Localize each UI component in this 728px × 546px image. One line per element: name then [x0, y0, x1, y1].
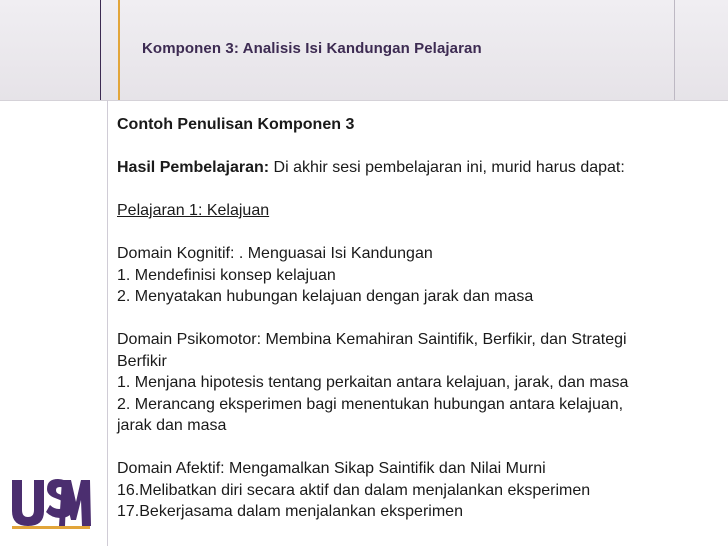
lesson-title: Pelajaran 1: Kelajuan	[117, 202, 270, 219]
psychomotor-domain-title: Domain Psikomotor: Membina Kemahiran Saintifik, Berfikir, dan Strategi	[117, 331, 627, 348]
cognitive-item: 1. Mendefinisi konsep kelajuan	[117, 266, 336, 284]
affective-item: 17.Bekerjasama dalam menjalankan eksperimen	[117, 503, 463, 520]
slide-left-rule	[107, 100, 108, 546]
affective-item: 16.Melibatkan diri secara aktif dan dalam menjalankan eksperimen	[117, 481, 591, 499]
cognitive-domain-title: Domain Kognitif: . Menguasai Isi Kandungan	[117, 245, 433, 262]
usm-logo	[8, 462, 94, 532]
banner-right-rule	[674, 0, 675, 100]
content-heading: Contoh Penulisan Komponen 3	[117, 116, 355, 133]
psychomotor-item: 2. Merancang eksperimen bagi menentukan hubungan antara kelajuan,	[117, 395, 624, 413]
learning-outcome	[117, 157, 717, 179]
banner-divider	[0, 100, 728, 101]
affective-domain-title: Domain Afektif: Mengamalkan Sikap Saintifik dan Nilai Murni	[117, 460, 546, 477]
cognitive-item: 2. Menyatakan hubungan kelajuan dengan jarak dan masa	[117, 288, 534, 305]
slide-title: Komponen 3: Analisis Isi Kandungan Pelajaran	[142, 40, 482, 57]
psychomotor-item: 1. Menjana hipotesis tentang perkaitan antara kelajuan, jarak, dan masa	[117, 374, 629, 391]
outcome-label: Hasil Pembelajaran:	[117, 159, 270, 176]
banner-dark-rule	[100, 0, 101, 100]
banner-gold-rule	[118, 0, 120, 100]
psychomotor-item-cont: jarak dan masa	[117, 417, 227, 434]
outcome-text: Di akhir sesi pembelajaran ini, murid harus dapat:	[269, 159, 625, 176]
psychomotor-domain-title-cont: Berfikir	[117, 352, 167, 370]
slide-body	[117, 114, 717, 523]
